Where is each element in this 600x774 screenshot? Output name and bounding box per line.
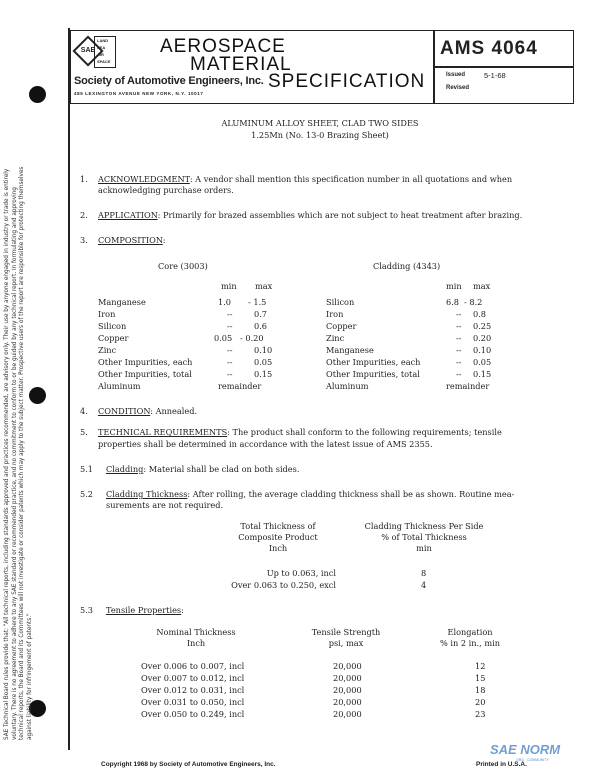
s5-line-a xyxy=(98,427,502,437)
issued-label: Issued xyxy=(446,72,466,78)
clad-row-min: 6.8 xyxy=(446,297,460,307)
s5-text-b: properties shall be determined in accordance with the latest issue of AMS 2355. xyxy=(98,439,433,449)
tensile-row-range: Over 0.012 to 0.031, incl xyxy=(141,685,245,695)
core-min-label: min xyxy=(221,281,237,291)
society-address: 485 LEXINGTON AVENUE NEW YORK, N.Y. 10017 xyxy=(74,91,204,96)
clad-col1-head-b: Composite Product xyxy=(238,532,318,542)
tensile-col1-head-b: Inch xyxy=(186,638,206,648)
tensile-row-elong: 12 xyxy=(475,661,486,671)
core-row-max: 0.05 xyxy=(254,357,273,367)
core-row-min: remainder xyxy=(218,381,262,391)
logo-mark: SAE xyxy=(80,47,96,54)
tensile-col2-head-a: Tensile Strength xyxy=(311,627,381,637)
s51-heading: Cladding xyxy=(106,464,144,474)
clad-row-name: Iron xyxy=(326,309,344,319)
clad-row-min: -- xyxy=(456,333,462,343)
punch-hole-top xyxy=(29,86,46,103)
footer-copyright: Copyright 1968 by Society of Automotive Engineers, Inc. xyxy=(101,761,276,768)
core-row-max: 0.15 xyxy=(254,369,273,379)
clad-col2-head-b: % of Total Thickness xyxy=(381,532,467,542)
core-row-name: Other Impurities, total xyxy=(98,369,192,379)
s51-text: : Material shall be clad on both sides. xyxy=(143,464,300,474)
s53-number: 5.3 xyxy=(80,605,94,615)
s53-line xyxy=(106,605,184,615)
s52-heading: Cladding Thickness xyxy=(106,489,188,499)
clad-row-max: 0.05 xyxy=(473,357,492,367)
s2-number: 2. xyxy=(80,210,88,220)
s1-text-a: : A vendor shall mention this specification number in all quotations and when xyxy=(189,174,513,184)
s51-number: 5.1 xyxy=(80,464,94,474)
core-row-min: -- xyxy=(227,369,233,379)
tensile-row-strength: 20,000 xyxy=(333,685,362,695)
society-name: Society of Automotive Engineers, Inc. xyxy=(74,75,264,87)
tensile-row-range: Over 0.006 to 0.007, incl xyxy=(141,661,245,671)
clad-row-min: -- xyxy=(456,345,462,355)
s2-line xyxy=(98,210,522,220)
s3-line xyxy=(98,235,165,245)
s52-text-a: : After rolling, the average cladding thickness shall be as shown. Routine mea- xyxy=(187,489,515,499)
s4-text: : Annealed. xyxy=(150,406,198,416)
core-row-name: Copper xyxy=(98,333,129,343)
logo-line-2: SEA xyxy=(97,45,106,50)
watermark-brand: SAE NORM xyxy=(490,742,561,757)
clad-row-max: 0.15 xyxy=(473,369,492,379)
tensile-row-elong: 20 xyxy=(475,697,486,707)
clad-row-min: -- xyxy=(456,309,462,319)
footer-printed: Printed in U.S.A. xyxy=(476,761,527,768)
core-max-label: max xyxy=(255,281,273,291)
clad-col1-head-c: Inch xyxy=(268,543,288,553)
tensile-col3-head-b: % in 2 in., min xyxy=(439,638,501,648)
s51-line xyxy=(106,464,299,474)
tensile-row-range: Over 0.007 to 0.012, incl xyxy=(141,673,245,683)
s1-number: 1. xyxy=(80,174,88,184)
clad-row-range: Over 0.063 to 0.250, excl xyxy=(231,580,336,590)
tensile-row-range: Over 0.050 to 0.249, incl xyxy=(141,709,245,719)
logo-line-1: LAND xyxy=(97,38,109,43)
core-row-name: Iron xyxy=(98,309,116,319)
tensile-col1-head-a: Nominal Thickness xyxy=(156,627,236,637)
title-material: MATERIAL xyxy=(190,54,292,75)
clad-max-label: max xyxy=(473,281,491,291)
tensile-row-elong: 15 xyxy=(475,673,486,683)
clad-row-name: Zinc xyxy=(326,333,345,343)
revised-label: Revised xyxy=(446,85,470,91)
clad-row-max: 0.10 xyxy=(473,345,492,355)
clad-title: Cladding (4343) xyxy=(373,261,441,271)
s1-line-a xyxy=(98,174,512,184)
s52-number: 5.2 xyxy=(80,489,94,499)
clad-row-name: Other Impurities, total xyxy=(326,369,420,379)
core-row-min: 1.0 xyxy=(218,297,232,307)
core-row-name: Manganese xyxy=(98,297,146,307)
core-title: Core (3003) xyxy=(158,261,208,271)
s2-text: : Primarily for brazed assemblies which are not subject to heat treatment after brazing. xyxy=(157,210,523,220)
clad-row-name: Manganese xyxy=(326,345,374,355)
tensile-row-strength: 20,000 xyxy=(333,673,362,683)
tensile-col3-head-a: Elongation xyxy=(447,627,493,637)
clad-row-max: 0.20 xyxy=(473,333,492,343)
core-row-name: Silicon xyxy=(98,321,127,331)
clad-min-label: min xyxy=(446,281,462,291)
title-aerospace: AEROSPACE xyxy=(160,36,286,57)
s1-text-b: acknowledging purchase orders. xyxy=(98,185,234,195)
doc-title: ALUMINUM ALLOY SHEET, CLAD TWO SIDES xyxy=(221,118,419,128)
core-row-min: -- xyxy=(227,357,233,367)
header-spec-divider xyxy=(433,66,574,68)
s4-number: 4. xyxy=(80,406,88,416)
clad-row-min: -- xyxy=(456,321,462,331)
tensile-col2-head-b: psi, max xyxy=(328,638,364,648)
clad-row-max: - 8.2 xyxy=(464,297,483,307)
tensile-row-range: Over 0.031 to 0.050, incl xyxy=(141,697,245,707)
s5-text-a: : The product shall conform to the following requirements; tensile xyxy=(227,427,502,437)
s5-number: 5. xyxy=(80,427,88,437)
s52-text-b: surements are not required. xyxy=(106,500,224,510)
s3-heading: COMPOSITION xyxy=(98,235,163,245)
clad-col2-head-a: Cladding Thickness Per Side xyxy=(364,521,484,531)
clad-row-name: Silicon xyxy=(326,297,355,307)
s1-heading: ACKNOWLEDGMENT xyxy=(98,174,190,184)
core-row-max: - 1.5 xyxy=(248,297,267,307)
tensile-row-strength: 20,000 xyxy=(333,697,362,707)
doc-subtitle: 1.25Mn (No. 13-0 Brazing Sheet) xyxy=(251,130,389,140)
core-row-min: 0.05 xyxy=(214,333,233,343)
tensile-row-strength: 20,000 xyxy=(333,661,362,671)
s4-line xyxy=(98,406,197,416)
clad-row-value: 8 xyxy=(421,568,427,578)
clad-row-min: -- xyxy=(456,357,462,367)
tensile-row-strength: 20,000 xyxy=(333,709,362,719)
clad-row-range: Up to 0.063, incl xyxy=(266,568,336,578)
core-row-min: -- xyxy=(227,345,233,355)
clad-row-name: Other Impurities, each xyxy=(326,357,421,367)
core-row-name: Aluminum xyxy=(98,381,141,391)
s4-heading: CONDITION xyxy=(98,406,151,416)
tensile-row-elong: 23 xyxy=(475,709,486,719)
clad-row-min: -- xyxy=(456,369,462,379)
clad-col1-head-a: Total Thickness of xyxy=(240,521,316,531)
core-row-max: 0.7 xyxy=(254,309,268,319)
core-row-max: 0.6 xyxy=(254,321,268,331)
margin-disclaimer: SAE Technical Board rules provide that: "All technical reports, including standards approved and practices recommended, are advisory only. Their use by anyone engaged in industry or trade is entirely voluntary. There is no agreement to adhere to any SAE standard or recommended practice, and no commitment to conform to or be guided by any technical report. In formulating and approving technical reports, the Board and its Committees will not investigate or consider patents which may apply to the subject matter. Prospective users of the report are responsible for protecting themselves against liability for infringement of patents." xyxy=(4,166,33,740)
title-specification: SPECIFICATION xyxy=(268,71,426,92)
spec-number: AMS 4064 xyxy=(440,38,538,59)
core-row-min: -- xyxy=(227,321,233,331)
core-row-min: -- xyxy=(227,309,233,319)
issued-value: 5-1-68 xyxy=(484,71,506,80)
tensile-row-elong: 18 xyxy=(475,685,486,695)
s3-colon: : xyxy=(162,235,166,245)
s3-number: 3. xyxy=(80,235,88,245)
core-row-max: 0.10 xyxy=(254,345,273,355)
clad-col2-head-c: min xyxy=(416,543,432,553)
s53-colon: : xyxy=(181,605,184,615)
clad-row-max: 0.8 xyxy=(473,309,487,319)
core-row-max: - 0.20 xyxy=(240,333,264,343)
s2-heading: APPLICATION xyxy=(98,210,158,220)
s53-heading: Tensile Properties xyxy=(106,605,182,615)
core-row-name: Zinc xyxy=(98,345,117,355)
logo-line-3: AIR xyxy=(97,52,104,57)
clad-row-max: 0.25 xyxy=(473,321,492,331)
clad-row-value: 4 xyxy=(421,580,427,590)
clad-row-name: Aluminum xyxy=(326,381,369,391)
core-row-name: Other Impurities, each xyxy=(98,357,193,367)
s5-heading: TECHNICAL REQUIREMENTS xyxy=(98,427,228,437)
margin-rule xyxy=(68,28,70,750)
s52-line-a xyxy=(106,489,514,499)
logo-line-4: SPACE xyxy=(97,59,111,64)
clad-row-name: Copper xyxy=(326,321,357,331)
clad-row-min: remainder xyxy=(446,381,490,391)
watermark-brand-sub: ORG · COMMUNITY xyxy=(516,758,549,762)
